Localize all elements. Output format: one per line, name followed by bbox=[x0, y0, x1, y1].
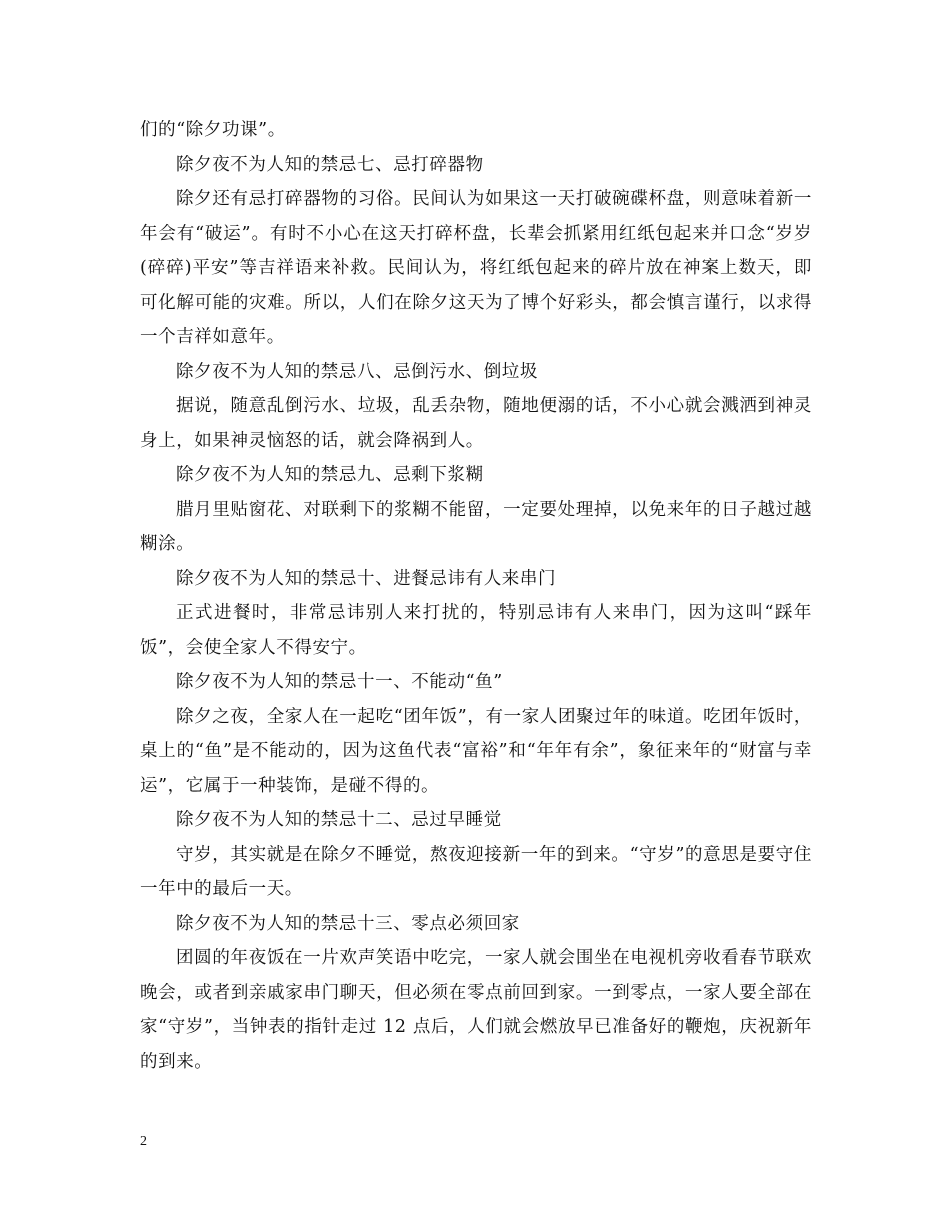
section-heading-8: 除夕夜不为人知的禁忌八、忌倒污水、倒垃圾 bbox=[176, 361, 538, 382]
paragraph-9: 腊月里贴窗花、对联剩下的浆糊不能留，一定要处理掉，以免来年的日子越过越糊涂。 bbox=[140, 499, 812, 554]
paragraph-11: 除夕之夜，全家人在一起吃“团年饭”，有一家人团聚过年的味道。吃团年饭时，桌上的“鱼”是不能动的，因为这鱼代表“富裕”和“年年有余”，象征来年的“财富与幸运”，它属于一种装饰，是碰不得的。 bbox=[140, 706, 812, 796]
paragraph-12: 守岁，其实就是在除夕不睡觉，熬夜迎接新一年的到来。“守岁”的意思是要守住一年中的最后一天。 bbox=[140, 844, 812, 899]
document-body bbox=[140, 113, 812, 1079]
section-heading-9: 除夕夜不为人知的禁忌九、忌剩下浆糊 bbox=[176, 465, 484, 485]
paragraph-13: 团圆的年夜饭在一片欢声笑语中吃完，一家人就会围坐在电视机旁收看春节联欢晚会，或者到亲戚家串门聊天，但必须在零点前回到家。一到零点，一家人要全部在家“守岁”，当钟表的指针走过 12 点后，人们就会燃放早已准备好的鞭炮，庆祝新年的到来。 bbox=[140, 948, 812, 1072]
section-heading-12: 除夕夜不为人知的禁忌十二、忌过早睡觉 bbox=[176, 810, 502, 830]
section-heading-10: 除夕夜不为人知的禁忌十、进餐忌讳有人来串门 bbox=[176, 568, 557, 589]
section-heading-13: 除夕夜不为人知的禁忌十三、零点必须回家 bbox=[176, 913, 520, 934]
page-number: 2 bbox=[140, 1134, 147, 1149]
section-heading-11: 除夕夜不为人知的禁忌十一、不能动“鱼” bbox=[176, 672, 503, 692]
section-heading-7: 除夕夜不为人知的禁忌七、忌打碎器物 bbox=[176, 154, 484, 175]
paragraph-10: 正式进餐时，非常忌讳别人来打扰的，特别忌讳有人来串门，因为这叫“踩年饭”，会使全家人不得安宁。 bbox=[140, 603, 812, 658]
paragraph-7: 除夕还有忌打碎器物的习俗。民间认为如果这一天打破碗碟杯盘，则意味着新一年会有“破运”。有时不小心在这天打碎杯盘，长辈会抓紧用红纸包起来并口念“岁岁(碎碎)平安”等吉祥语来补救。民间认为，将红纸包起来的碎片放在神案上数天，即可化解可能的灾难。所以，人们在除夕这天为了博个好彩头，都会慎言谨行，以求得一个吉祥如意年。 bbox=[140, 189, 812, 347]
paragraph-continuation: 们的“除夕功课”。 bbox=[140, 120, 286, 140]
paragraph-8: 据说，随意乱倒污水、垃圾，乱丢杂物，随地便溺的话，不小心就会溅洒到神灵身上，如果神灵恼怒的话，就会降祸到人。 bbox=[140, 396, 812, 451]
